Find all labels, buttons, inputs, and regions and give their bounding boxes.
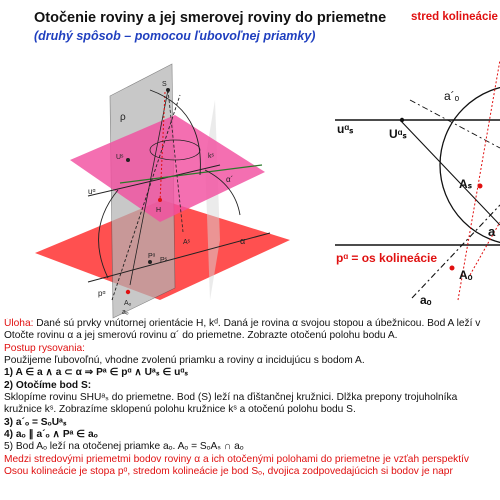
- label-alpha: α: [240, 236, 246, 246]
- label-Ps: Pˢ: [160, 257, 168, 264]
- label-H: H: [156, 207, 162, 214]
- point-Us: [400, 118, 404, 122]
- collineation-center-label: stred kolineácie: [411, 11, 498, 23]
- point-Ao: [450, 266, 455, 271]
- label-S: S: [162, 81, 167, 88]
- label-As: Aˢ: [183, 239, 191, 246]
- label-u-alpha-s: uᵅₛ: [337, 122, 354, 136]
- label-rho: ρ: [120, 112, 126, 123]
- label-As: Aₛ: [459, 177, 473, 191]
- label-Us: Uˢ: [116, 154, 124, 161]
- text-line-12: Medzi stredovými priemetmi bodov roviny α a ich otočenými polohami do priemetne je vzťah perspektív: [4, 453, 469, 465]
- text-line-13: Osou kolineácie je stopa pᵅ, stredom kolineácie je bod Sₒ, dvojica zodpovedajúcich si bodov je napr: [4, 466, 453, 478]
- text-line-8: kružnice kˢ. Zobrazíme sklopenú polohu kružnice kˢ a otočenú polohu bodu S.: [4, 404, 356, 416]
- label-a: a: [488, 224, 496, 239]
- text-line-1: [4, 318, 500, 330]
- page-title: Otočenie roviny a jej smerovej roviny do priemetne: [34, 10, 387, 26]
- text-line-6: 2) Otočíme bod S:: [4, 379, 92, 391]
- text-line-3: Postup rysovania:: [4, 342, 85, 354]
- point-As: [478, 184, 483, 189]
- text-line-10: 4) aₒ ∥ a´ₒ ∧ Pᵃ ∈ aₒ: [4, 429, 98, 441]
- text-line-9: 3) a´ₒ = SₒUᵃₛ: [4, 416, 67, 428]
- label-p-axis: pᵅ = os kolineácie: [336, 251, 438, 265]
- task-text: Dané sú prvky vnútornej orientácie H, kᵈ. Daná je rovina α svojou stopou a úbežnicou. Bod A leží v: [33, 318, 481, 329]
- instruction-text: [4, 318, 500, 478]
- text-line-7: Sklopíme rovinu SHUᵃₛ do priemetne. Bod (S) leží na ďištančnej kružnici. Dĺžka prepony trojuholníka: [4, 392, 458, 404]
- text-line-5: 1) A ∈ a ∧ a ⊂ α ⇒ Pᵃ ∈ pᵅ ∧ Uᵃₛ ∈ uᵅₛ: [4, 367, 189, 379]
- line-red-dotted-2: [470, 222, 500, 275]
- text-line-4: Použijeme ľubovoľnú, vhodne zvolenú priamku a roviny α incidujúcu s bodom A.: [4, 355, 365, 367]
- label-ks: kˢ: [208, 153, 214, 160]
- label-Pa: Pᵅ: [148, 253, 156, 260]
- label-a-prime-o: a´ₒ: [444, 89, 460, 103]
- label-ao: aₒ: [122, 309, 129, 316]
- label-ao: aₒ: [420, 293, 432, 307]
- label-Us: Uᵅₛ: [389, 127, 407, 141]
- line-a-prime-o: [410, 100, 500, 148]
- text-line-2: Otočte rovinu α a jej smerovú rovinu α´ do priemetne. Zobrazte otočenú polohu bodu A.: [4, 330, 398, 342]
- label-pa: pᵅ: [98, 289, 106, 298]
- label-Ao: Aₒ: [459, 268, 473, 282]
- task-label: Úloha:: [4, 318, 34, 329]
- label-ua: uᵅ: [88, 187, 96, 196]
- page-subtitle: (druhý spôsob – pomocou ľubovoľnej priamky): [34, 29, 316, 43]
- label-Ao: Aₒ: [124, 300, 132, 307]
- line-a-s: [400, 120, 500, 225]
- label-alpha-prime: α´: [226, 175, 234, 184]
- text-line-11: 5) Bod Aₒ leží na otočenej priamke aₒ. Aₒ = SₒAₛ ∩ aₒ: [4, 441, 244, 453]
